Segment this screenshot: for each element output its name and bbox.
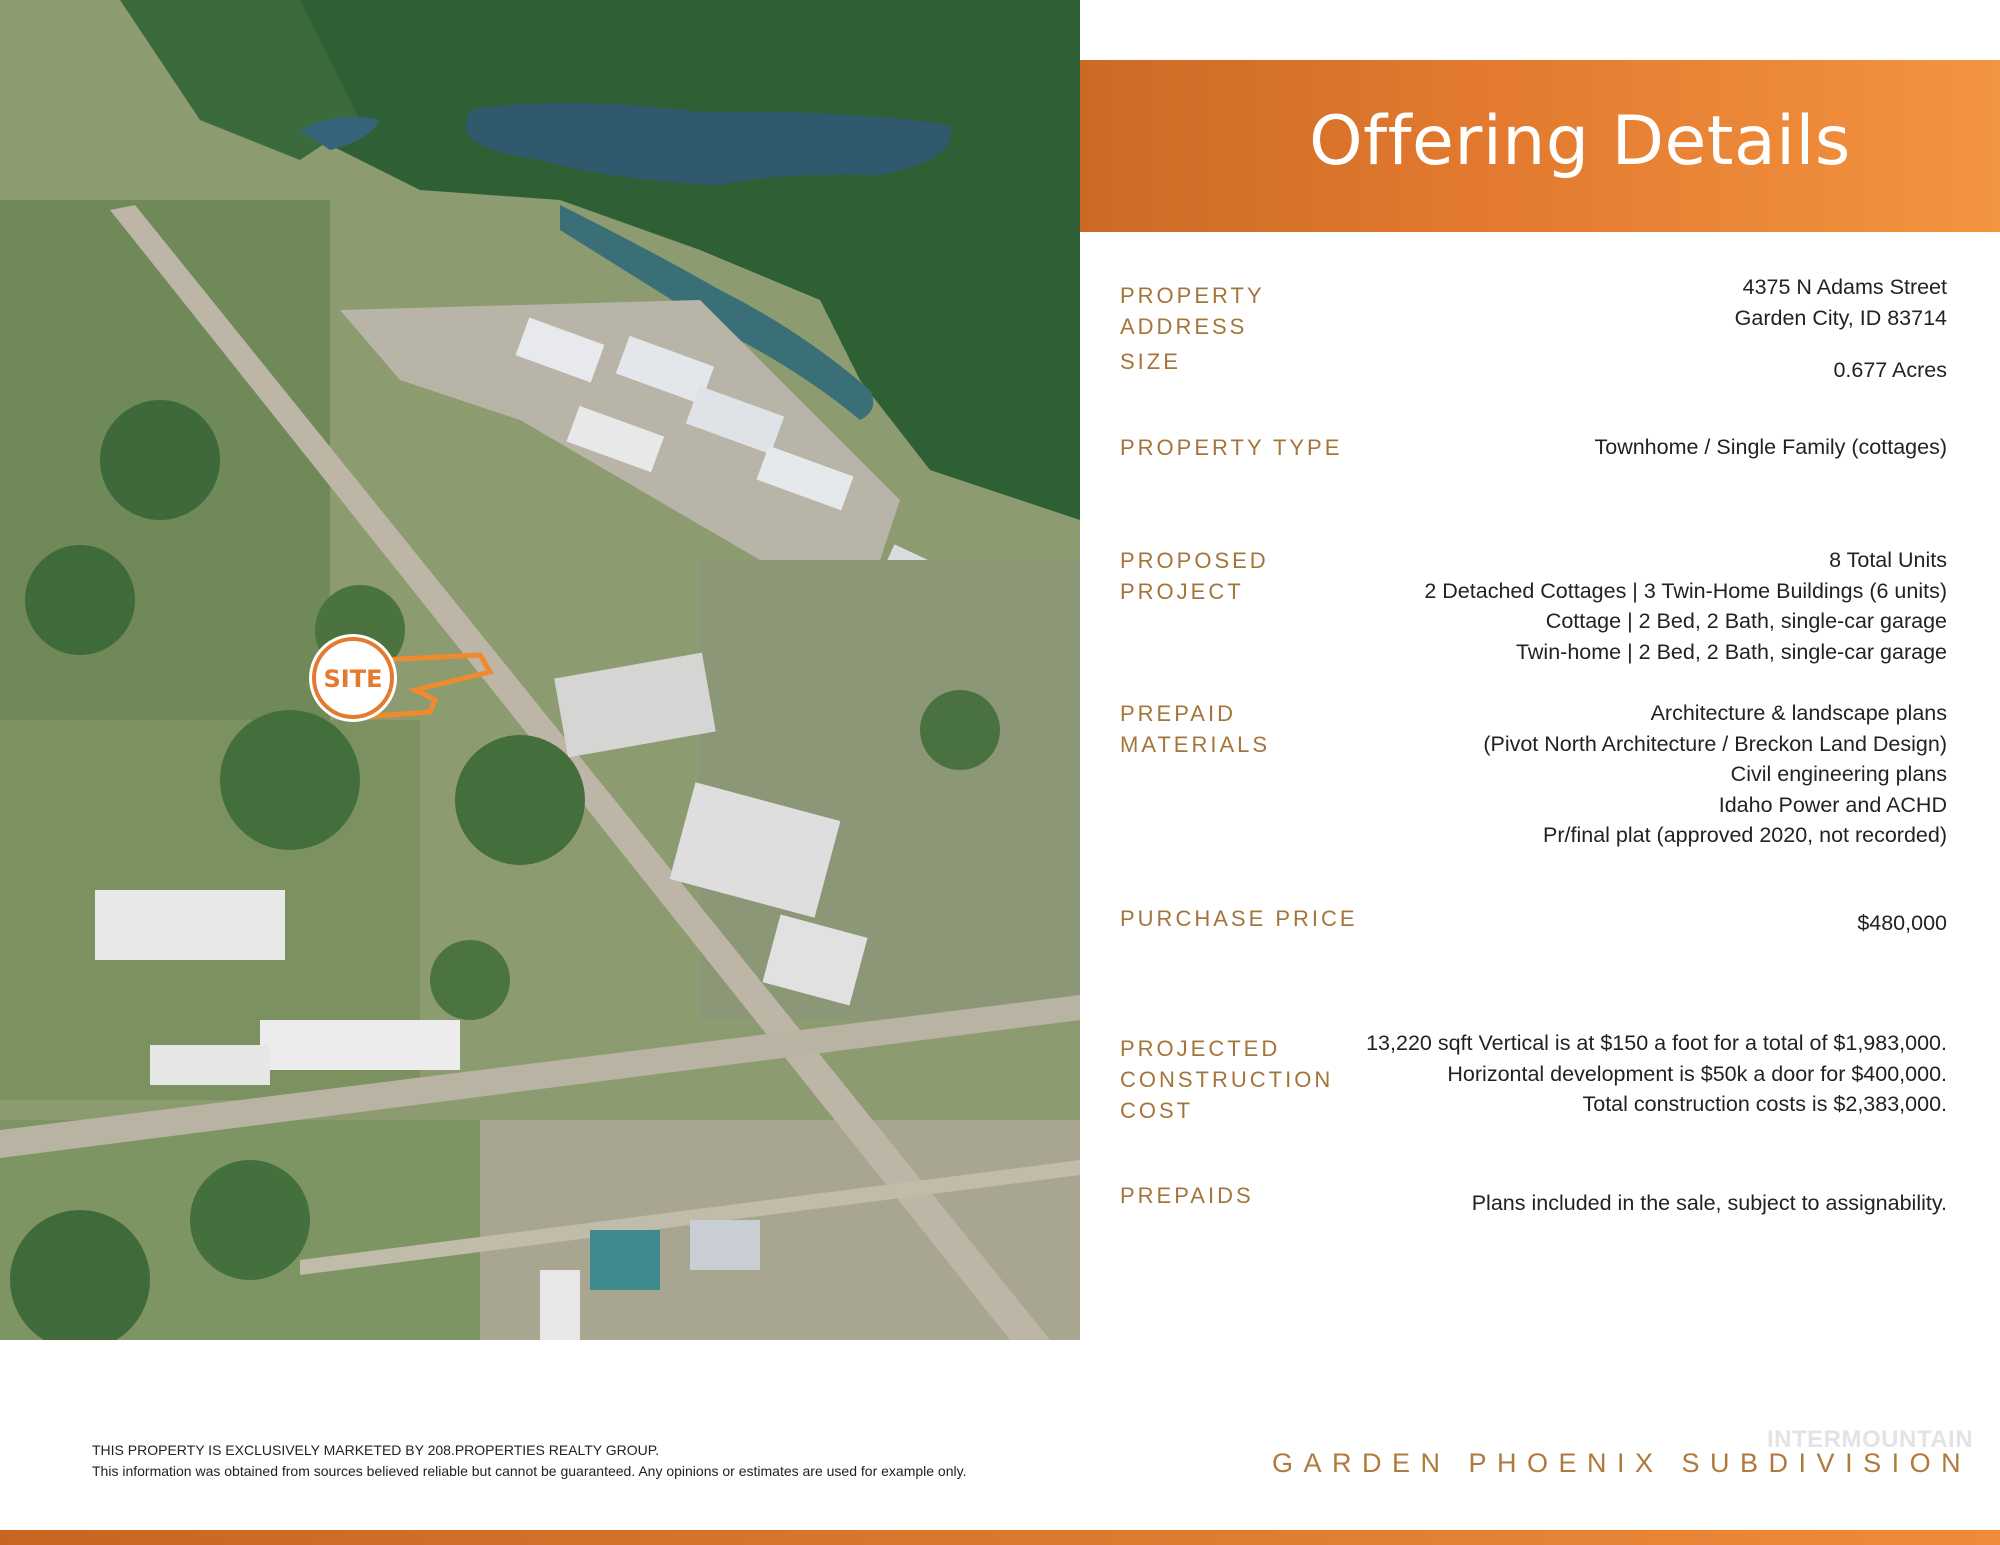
detail-values [1307, 698, 1947, 851]
detail-value: Plans included in the sale, subject to assignability. [1471, 1191, 1947, 1215]
detail-value: Pr/final plat (approved 2020, not recorded) [1543, 823, 1947, 847]
detail-value: Civil engineering plans [1730, 762, 1947, 786]
detail-label: PROPERTY ADDRESS [1120, 283, 1265, 339]
disclaimer [92, 1440, 966, 1482]
aerial-map [0, 0, 1080, 1340]
detail-values [1247, 1028, 1947, 1120]
detail-value: 8 Total Units [1829, 548, 1947, 572]
detail-label: PREPAID MATERIALS [1120, 701, 1271, 757]
detail-value: Twin-home | 2 Bed, 2 Bath, single-car garage [1515, 639, 1947, 664]
detail-values [1227, 545, 1947, 667]
aerial-photo [0, 0, 1080, 1340]
site-marker [312, 637, 394, 719]
detail-value: Cottage | 2 Bed, 2 Bath, single-car garage [1545, 609, 1947, 633]
detail-value: (Pivot North Architecture / Breckon Land Design) [1483, 731, 1947, 756]
detail-values [1307, 272, 1947, 333]
detail-values [1307, 908, 1947, 939]
detail-label: SIZE [1120, 349, 1181, 374]
watermark: INTERMOUNTAIN [1767, 1426, 1974, 1453]
detail-label: PROPOSED PROJECT [1120, 548, 1269, 604]
detail-values [1307, 432, 1947, 463]
bottom-accent-bar [0, 1530, 2000, 1545]
detail-value: $480,000 [1857, 911, 1947, 935]
detail-value: Total construction costs is $2,383,000. [1582, 1092, 1947, 1116]
detail-value: 4375 N Adams Street [1742, 275, 1947, 299]
detail-value: 13,220 sqft Vertical is at $150 a foot for a total of $1,983,000. [1366, 1031, 1947, 1055]
subdivision-name: GARDEN PHOENIX SUBDIVISION [1272, 1448, 1972, 1478]
page-title: Offering Details [1309, 102, 1851, 181]
detail-label: PROPERTY TYPE [1120, 435, 1343, 460]
offering-header [1080, 60, 2000, 232]
detail-label: PURCHASE PRICE [1120, 906, 1358, 931]
detail-value: Architecture & landscape plans [1650, 701, 1947, 725]
detail-values [1307, 355, 1947, 386]
detail-value: Idaho Power and ACHD [1718, 792, 1947, 817]
detail-value: Townhome / Single Family (cottages) [1594, 435, 1947, 459]
disclaimer-line-2: This information was obtained from sources believed reliable but cannot be guaranteed. Any opinions or estimates are used for example only. [92, 1463, 967, 1479]
detail-values [1307, 1188, 1947, 1219]
detail-label: PREPAIDS [1120, 1183, 1254, 1208]
disclaimer-line-1: THIS PROPERTY IS EXCLUSIVELY MARKETED BY 208.PROPERTIES REALTY GROUP. [92, 1442, 660, 1458]
detail-label: PROJECTED CONSTRUCTION COST [1120, 1036, 1334, 1123]
detail-value: Horizontal development is $50k a door for $400,000. [1447, 1061, 1947, 1086]
detail-value: 2 Detached Cottages | 3 Twin-Home Buildings (6 units) [1424, 578, 1947, 603]
detail-value: Garden City, ID 83714 [1734, 305, 1947, 330]
detail-value: 0.677 Acres [1833, 358, 1947, 382]
site-marker-label: SITE [323, 665, 383, 693]
